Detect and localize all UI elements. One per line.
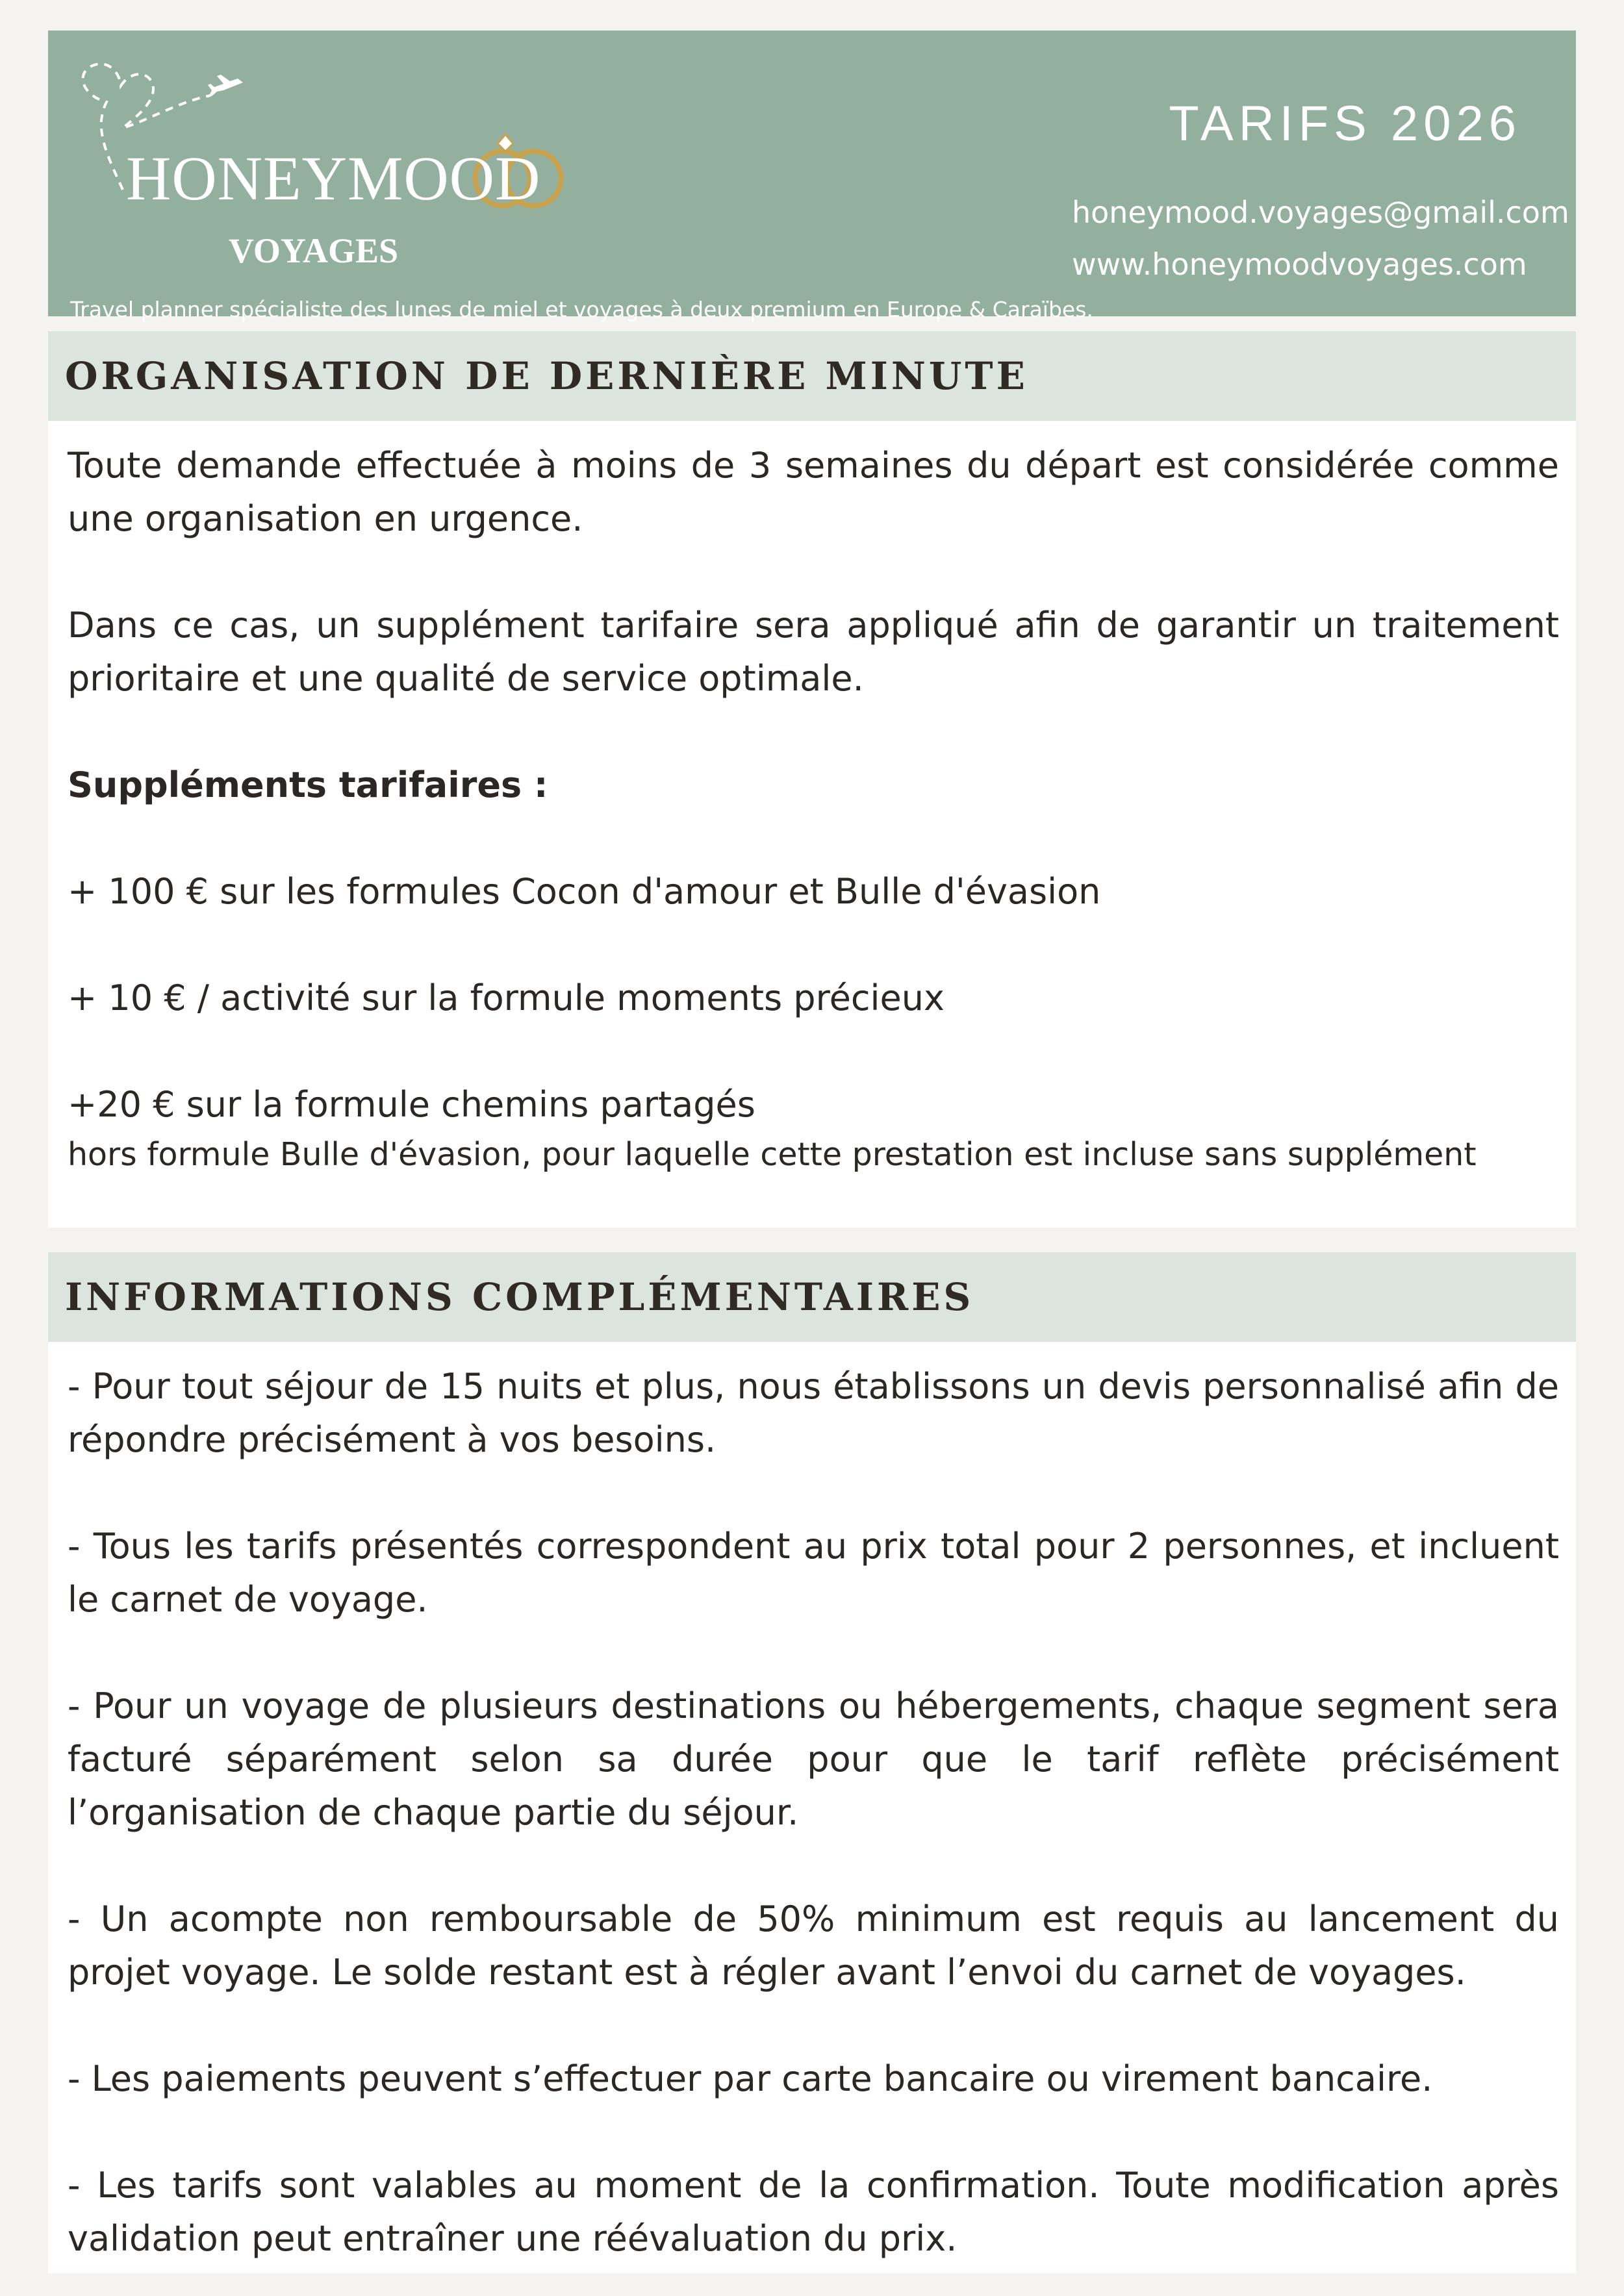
section-additional-info [48,1252,1576,2273]
brand-tagline: Travel planner spécialiste des lunes de miel et voyages à deux premium en Europe & Caraïbes. [70,297,1093,322]
info-item: - Un acompte non remboursable de 50% minimum est requis au lancement du projet voyage. Le solde restant est à régler avant l’envoi du carnet de voyages. [68,1899,1559,1993]
website-link[interactable]: www.honeymoodvoyages.com [1072,247,1527,282]
page-title: TARIFS 2026 [1169,96,1521,151]
paragraph: Dans ce cas, un supplément tarifaire sera appliqué afin de garantir un traitement prioritaire et une qualité de service optimale. [68,605,1559,699]
section-heading: ORGANISATION DE DERNIÈRE MINUTE [48,331,1576,421]
contact-block [1072,186,1569,290]
section-body [48,421,1576,1178]
paragraph: Toute demande effectuée à moins de 3 semaines du départ est considérée comme une organisation en urgence. [68,445,1559,539]
brand-name: HONEYMOOD [126,144,541,213]
section-last-minute [48,331,1576,1228]
supplement-item: +20 € sur la formule chemins partagés [68,1084,755,1125]
brand-subtitle: VOYAGES [229,231,399,270]
info-item: - Pour un voyage de plusieurs destinations ou hébergements, chaque segment sera facturé séparément selon sa durée pour que le tarif reflète précisément l’organisation de chaque partie du séjour. [68,1685,1559,1833]
info-item: - Les paiements peuvent s’effectuer par carte bancaire ou virement bancaire. [68,2058,1433,2099]
section-body [48,1342,1576,2265]
info-item: - Pour tout séjour de 15 nuits et plus, nous établissons un devis personnalisé afin de répondre précisément à vos besoins. [68,1366,1559,1460]
header-banner [48,31,1576,322]
supplement-item: + 10 € / activité sur la formule moments précieux [68,978,945,1018]
section-heading: INFORMATIONS COMPLÉMENTAIRES [48,1252,1576,1342]
info-item: - Les tarifs sont valables au moment de la confirmation. Toute modification après validation peut entraîner une réévaluation du prix. [68,2165,1559,2259]
supplement-note: hors formule Bulle d'évasion, pour laquelle cette prestation est incluse sans supplément [68,1136,1477,1173]
email-link[interactable]: honeymood.voyages@gmail.com [1072,195,1569,230]
supplement-item: + 100 € sur les formules Cocon d'amour et Bulle d'évasion [68,871,1101,912]
info-item: - Tous les tarifs présentés correspondent au prix total pour 2 personnes, et incluent le carnet de voyage. [68,1526,1559,1620]
supplements-title: Suppléments tarifaires : [68,764,548,805]
